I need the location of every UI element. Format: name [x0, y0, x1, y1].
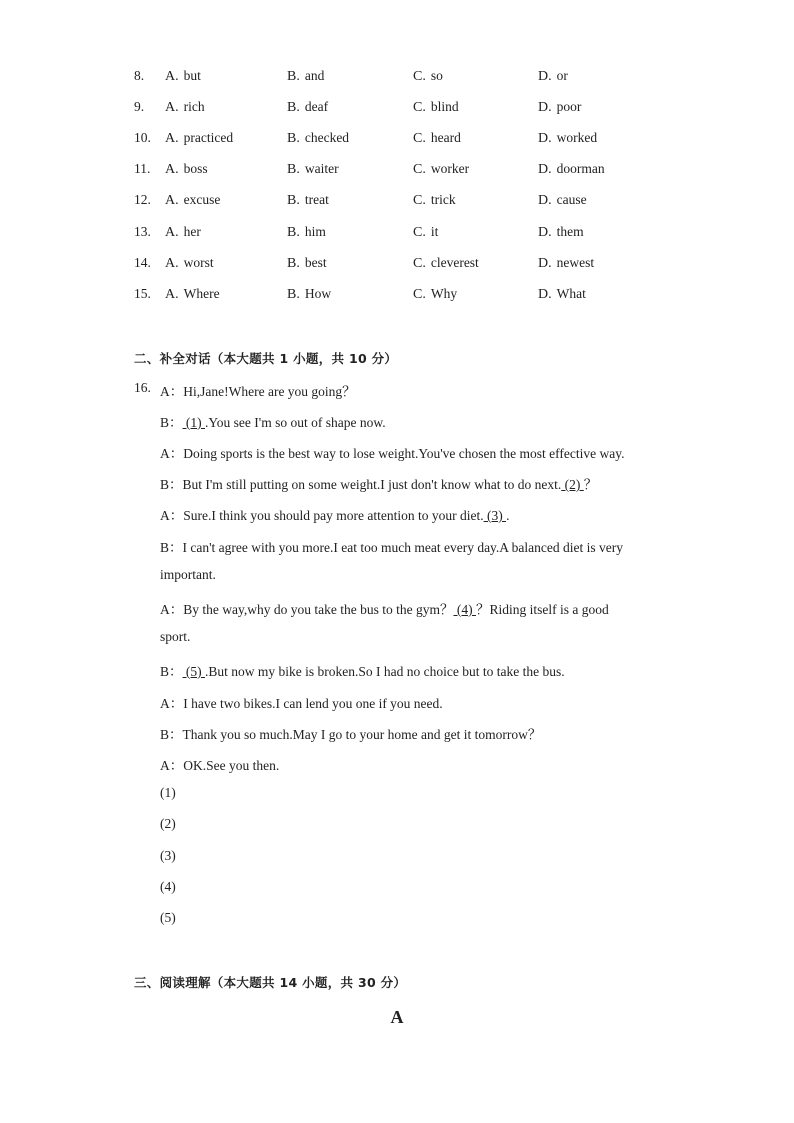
- blank-3[interactable]: (3): [483, 508, 507, 523]
- blank-2[interactable]: (2): [561, 477, 584, 492]
- dialogue-line: A：I have two bikes.I can lend you one if you need.: [160, 696, 443, 711]
- dialogue-line: B：Thank you so much.May I go to your home and get it tomorrow？: [160, 727, 542, 742]
- option-row-11: [0, 159, 794, 179]
- option-b[interactable]: B. How: [287, 286, 332, 302]
- option-d[interactable]: D. poor: [538, 99, 582, 115]
- option-b[interactable]: B. him: [287, 224, 326, 240]
- option-c[interactable]: C. heard: [413, 130, 461, 146]
- option-row-8: [0, 66, 794, 86]
- option-c[interactable]: C. it: [413, 224, 439, 240]
- option-c[interactable]: C. trick: [413, 192, 456, 208]
- option-d[interactable]: D. cause: [538, 192, 587, 208]
- option-c[interactable]: C. cleverest: [413, 255, 479, 271]
- question-number: 15.: [134, 286, 151, 301]
- option-b[interactable]: B. and: [287, 68, 325, 84]
- option-b[interactable]: B. waiter: [287, 161, 339, 177]
- answer-slot-3[interactable]: (3): [160, 848, 176, 863]
- option-a[interactable]: A. Where: [165, 286, 220, 302]
- blank-1[interactable]: (1): [182, 415, 206, 430]
- dialogue-line: B：I can't agree with you more.I eat too much meat every day.A balanced diet is very: [160, 540, 624, 555]
- dialogue-line: A：Doing sports is the best way to lose weight.You've chosen the most effective way.: [160, 446, 625, 461]
- section-title-reading: 三、阅读理解（本大题共 14 小题，共 30 分）: [134, 975, 407, 990]
- answer-slot-4[interactable]: (4): [160, 879, 176, 894]
- option-row-14: [0, 253, 794, 273]
- dialogue-line: B： (5) .But now my bike is broken.So I had no choice but to take the bus.: [160, 664, 565, 679]
- option-d[interactable]: D. What: [538, 286, 586, 302]
- option-d[interactable]: D. or: [538, 68, 568, 84]
- option-row-12: [0, 190, 794, 210]
- option-d[interactable]: D. doorman: [538, 161, 605, 177]
- option-d[interactable]: D. newest: [538, 255, 595, 271]
- dialogue-line: sport.: [160, 629, 191, 644]
- answer-slot-2[interactable]: (2): [160, 816, 176, 831]
- option-a[interactable]: A. practiced: [165, 130, 234, 146]
- option-b[interactable]: B. treat: [287, 192, 329, 208]
- question-number: 12.: [134, 192, 151, 207]
- question-number: 8.: [134, 68, 145, 83]
- option-a[interactable]: A. her: [165, 224, 201, 240]
- blank-4[interactable]: (4): [453, 602, 476, 617]
- dialogue-line: B： (1) .You see I'm so out of shape now.: [160, 415, 386, 430]
- dialogue-line: A：Sure.I think you should pay more attention to your diet. (3) .: [160, 508, 510, 523]
- option-c[interactable]: C. Why: [413, 286, 458, 302]
- question-number: 9.: [134, 99, 145, 114]
- option-b[interactable]: B. checked: [287, 130, 350, 146]
- answer-slot-5[interactable]: (5): [160, 910, 176, 925]
- answer-slot-1[interactable]: (1): [160, 785, 176, 800]
- question-number: 16.: [134, 380, 151, 395]
- option-row-10: [0, 128, 794, 148]
- option-b[interactable]: B. deaf: [287, 99, 329, 115]
- option-c[interactable]: C. so: [413, 68, 443, 84]
- option-d[interactable]: D. worked: [538, 130, 598, 146]
- question-number: 11.: [134, 161, 151, 176]
- option-row-9: [0, 97, 794, 117]
- option-a[interactable]: A. but: [165, 68, 201, 84]
- dialogue-line: B：But I'm still putting on some weight.I just don't know what to do next. (2) ？: [160, 477, 598, 492]
- option-a[interactable]: A. rich: [165, 99, 205, 115]
- section-title-dialogue: 二、补全对话（本大题共 1 小题，共 10 分）: [134, 351, 398, 366]
- option-c[interactable]: C. worker: [413, 161, 470, 177]
- dialogue-line: important.: [160, 567, 216, 582]
- option-a[interactable]: A. boss: [165, 161, 208, 177]
- question-number: 13.: [134, 224, 151, 239]
- option-a[interactable]: A. worst: [165, 255, 214, 271]
- dialogue-line: A：Hi,Jane!Where are you going？: [160, 384, 356, 399]
- option-b[interactable]: B. best: [287, 255, 327, 271]
- option-c[interactable]: C. blind: [413, 99, 459, 115]
- dialogue-line: A：By the way,why do you take the bus to the gym？ (4) ？Riding itself is a good: [160, 602, 609, 617]
- dialogue-line: A：OK.See you then.: [160, 758, 280, 773]
- passage-heading: A: [390, 1007, 404, 1027]
- option-d[interactable]: D. them: [538, 224, 584, 240]
- blank-5[interactable]: (5): [182, 664, 206, 679]
- option-a[interactable]: A. excuse: [165, 192, 221, 208]
- question-number: 10.: [134, 130, 151, 145]
- question-number: 14.: [134, 255, 151, 270]
- option-row-15: [0, 284, 794, 304]
- option-row-13: [0, 222, 794, 242]
